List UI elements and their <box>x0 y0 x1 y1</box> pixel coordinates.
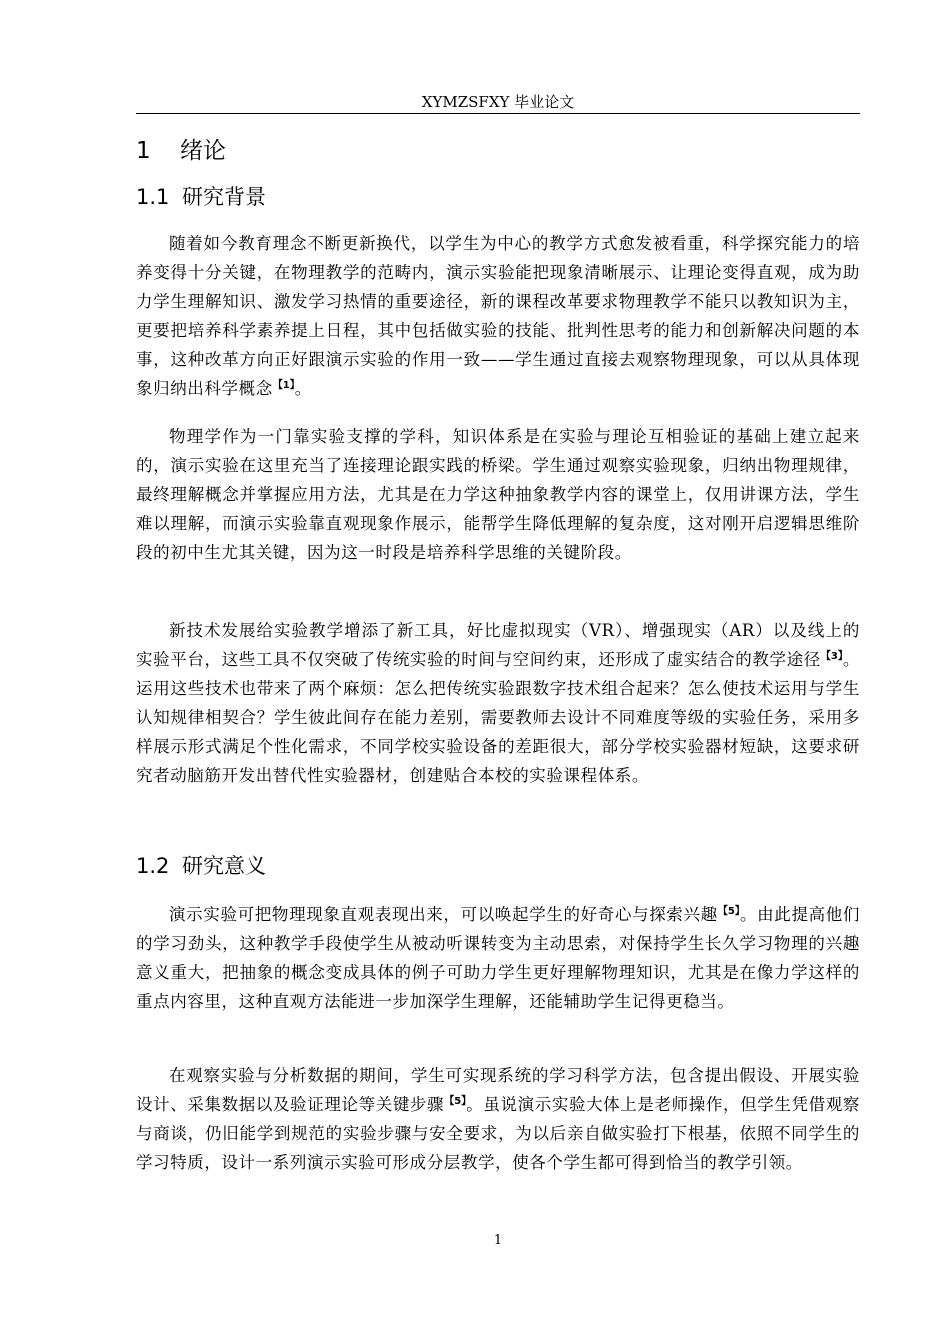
section-number: 1.1 <box>136 185 170 209</box>
section-title: 研究意义 <box>182 854 266 878</box>
chapter-heading <box>136 136 226 166</box>
body-paragraph <box>136 900 860 1016</box>
paragraph-text: 随着如今教育理念不断更新换代，以学生为中心的教学方式愈发被看重，科学探究能力的培养变得十分关键，在物理教学的范畴内，演示实验能把现象清晰展示、让理论变得直观，成为助力学生理解知识、激发学习热情的重要途径，新的课程改革要求物理教学不能只以教知识为主，更要把培养科学素养提上日程，其中包括做实验的技能、批判性思考的能力和创新解决问题的本事，这种改革方向正好跟演示实验的作用一致——学生通过直接去观察物理现象，可以从具体现象归纳出科学概念 <box>136 234 860 398</box>
citation-marker: 【5】 <box>717 906 740 917</box>
paragraph-text: 物理学作为一门靠实验支撑的学科，知识体系是在实验与理论互相验证的基础上建立起来的，演示实验在这里充当了连接理论跟实践的桥梁。学生通过观察实验现象，归纳出物理规律，最终理解概念并掌握应用方法，尤其是在力学这种抽象教学内容的课堂上，仅用讲课方法，学生难以理解，而演示实验靠直观现象作展示，能帮学生降低理解的复杂度，这对刚开启逻辑思维阶段的初中生尤其关键，因为这一时段是培养科学思维的关键阶段。 <box>136 427 860 562</box>
chapter-title: 绪论 <box>180 138 226 164</box>
section-title: 研究背景 <box>182 185 266 209</box>
body-paragraph <box>136 229 860 403</box>
citation-marker: 【3】 <box>820 651 843 662</box>
section-heading <box>136 852 266 880</box>
header-rule <box>136 113 860 114</box>
page-number: 1 <box>493 1233 503 1248</box>
chapter-number: 1 <box>136 138 151 164</box>
citation-marker: 【5】 <box>444 1096 467 1107</box>
paragraph-text: 演示实验可把物理现象直观表现出来，可以唤起学生的好奇心与探索兴趣 <box>169 905 718 924</box>
paragraph-text: 新技术发展给实验教学增添了新工具，好比虚拟现实（VR）、增强现实（AR）以及线上的实验平台，这些工具不仅突破了传统实验的时间与空间约束，还形成了虚实结合的教学途径 <box>136 621 860 669</box>
paragraph-text-tail: 。 <box>294 379 312 398</box>
paragraph-text: 在观察实验与分析数据的期间，学生可实现系统的学习科学方法，包含提出假设、开展实验设计、采集数据以及验证理论等关键步骤 <box>136 1066 860 1114</box>
running-header: XYMZSFXY 毕业论文 <box>421 93 575 111</box>
citation-marker: 【1】 <box>272 380 295 391</box>
section-number: 1.2 <box>136 854 170 878</box>
body-paragraph <box>136 1061 860 1177</box>
paragraph-text-tail: 。虽说演示实验大体上是老师操作，但学生凭借观察与商谈，仍旧能学到规范的实验步骤与安全要求，为以后亲自做实验打下根基，依照不同学生的学习特质，设计一系列演示实验可形成分层教学，使各个学生都可得到恰当的教学引领。 <box>136 1095 860 1172</box>
paragraph-text-tail: 。运用这些技术也带来了两个麻烦：怎么把传统实验跟数字技术组合起来？怎么使技术运用与学生认知规律相契合？学生彼此间存在能力差别，需要教师去设计不同难度等级的实验任务，采用多样展示形式满足个性化需求，不同学校实验设备的差距很大，部分学校实验器材短缺，这要求研究者动脑筋开发出替代性实验器材，创建贴合本校的实验课程体系。 <box>136 650 860 785</box>
section-heading <box>136 183 266 211</box>
body-paragraph <box>136 422 860 567</box>
paragraph-text-tail: 。由此提高他们的学习劲头，这种教学手段使学生从被动听课转变为主动思索，对保持学生长久学习物理的兴趣意义重大，把抽象的概念变成具体的例子可助力学生更好理解物理知识，尤其是在像力学这样的重点内容里，这种直观方法能进一步加深学生理解，还能辅助学生记得更稳当。 <box>136 905 860 1011</box>
body-paragraph <box>136 616 860 790</box>
